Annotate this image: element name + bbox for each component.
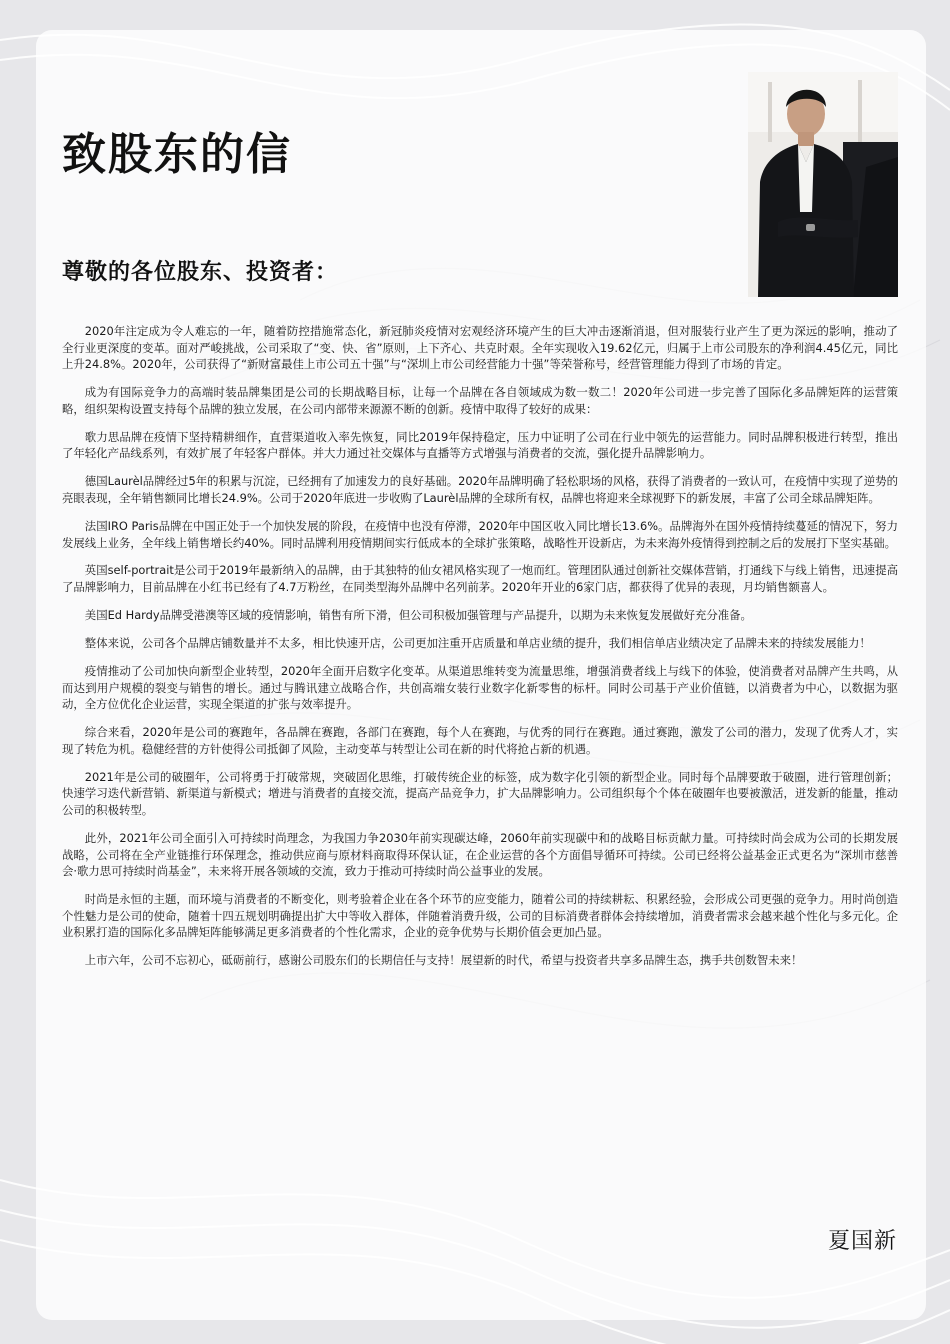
paragraph: 法国IRO Paris品牌在中国正处于一个加快发展的阶段，在疫情中也没有停滞，2020年中国区收入同比增长13.6%。品牌海外在国外疫情持续蔓延的情况下，努力发展线上业务，全年线上销售增长约40%。同时品牌利用疫情期间实行低成本的全球扩张策略，战略性开设新店，为未来海外疫情得到控制之后的发展打下坚实基础。 [62, 518, 898, 550]
paragraph: 综合来看，2020年是公司的赛跑年，各品牌在赛跑，各部门在赛跑，每个人在赛跑，与优秀的同行在赛跑。通过赛跑，激发了公司的潜力，发现了优秀人才，实现了转危为机。稳健经营的方针使得公司抵御了风险，主动变革与转型让公司在新的时代将抢占新的机遇。 [62, 725, 898, 756]
paragraph: 上市六年，公司不忘初心，砥砺前行，感谢公司股东们的长期信任与支持！展望新的时代，希望与投资者共享多品牌生态，携手共创数智未来！ [84, 953, 803, 968]
paragraph: 疫情推动了公司加快向新型企业转型，2020年全面开启数字化变革。从渠道思维转变为流量思维，增强消费者线上与线下的体验，使消费者对品牌产生共鸣，从而达到用户规模的裂变与销售的增长。通过与腾讯建立战略合作，共创高端女装行业数字化新零售的标杆。同时公司基于产业价值链，以消费者为中心，以数据为驱动，全方位优化企业运营，实现全渠道的扩张与效率提升。 [62, 664, 898, 712]
paragraph: 成为有国际竞争力的高端时装品牌集团是公司的长期战略目标，让每一个品牌在各自领域成为数一数二！2020年公司进一步完善了国际化多品牌矩阵的运营策略，组织架构设置支持每个品牌的独立发展，在公司内部带来源源不断的创新。疫情中取得了较好的成果： [62, 385, 898, 416]
salutation: 尊敬的各位股东、投资者： [62, 260, 339, 285]
chairman-photo [748, 72, 898, 297]
letter-body [62, 323, 898, 980]
paragraph: 此外，2021年公司全面引入可持续时尚理念，为我国力争2030年前实现碳达峰，2060年前实现碳中和的战略目标贡献力量。可持续时尚会成为公司的长期发展战略，公司将在全产业链推行环保理念，推动供应商与原材料商取得环保认证，在企业运营的各个方面倡导循环可持续。公司已经将公益基金正式更名为“深圳市慈善会·歌力思可持续时尚基金”，未来将开展各领域的交流，致力于推动可持续时尚公益事业的发展。 [62, 830, 898, 879]
signature: 夏国新 [827, 1229, 897, 1254]
paragraph: 美国Ed Hardy品牌受港澳等区域的疫情影响，销售有所下滑，但公司积极加强管理与产品提升，以期为未来恢复发展做好充分准备。 [84, 608, 752, 623]
paragraph: 2021年是公司的破圈年，公司将勇于打破常规，突破固化思维，打破传统企业的标签，成为数字化引领的新型企业。同时每个品牌要敢于破圈，进行管理创新；快速学习迭代新营销、新渠道与新模式；增进与消费者的直接交流，提高产品竞争力，扩大品牌影响力。公司组织每个个体在破圈年也要被激活，迸发新的能量，推动公司的积极转型。 [62, 769, 898, 817]
paragraph: 英国self-portrait是公司于2019年最新纳入的品牌，由于其独特的仙女裙风格实现了一炮而红。管理团队通过创新社交媒体营销，打通线下与线上销售，迅速提高了品牌影响力，目前品牌在小红书已经有了4.7万粉丝，在同类型海外品牌中名列前茅。2020年开业的6家门店，都获得了优异的表现，月均销售额喜人。 [62, 563, 898, 595]
portrait-illustration [748, 72, 898, 297]
paragraph: 2020年注定成为令人难忘的一年，随着防控措施常态化，新冠肺炎疫情对宏观经济环境产生的巨大冲击逐渐消退，但对服装行业产生了更为深远的影响，推动了全行业更深度的变革。面对严峻挑战，公司采取了“变、快、省”原则，上下齐心、共克时艰。全年实现收入19.62亿元，归属于上市公司股东的净利润4.45亿元，同比上升24.8%。2020年，公司获得了“新财富最佳上市公司五十强”与“深圳上市公司经营能力十强”等荣誉称号，经营管理能力得到了市场的肯定。 [62, 324, 898, 372]
paragraph: 歌力思品牌在疫情下坚持精耕细作，直营渠道收入率先恢复，同比2019年保持稳定，压力中证明了公司在行业中领先的运营能力。同时品牌积极进行转型，推出了年轻化产品线系列，有效扩展了年轻客户群体。并大力通过社交媒体与直播等方式增强与消费者的交流，强化提升品牌影响力。 [62, 429, 898, 461]
page-title: 致股东的信 [62, 129, 292, 180]
paragraph: 整体来说，公司各个品牌店铺数量并不太多，相比快速开店，公司更加注重开店质量和单店业绩的提升，我们相信单店业绩决定了品牌未来的持续发展能力！ [84, 636, 871, 651]
paragraph: 德国Laurèl品牌经过5年的积累与沉淀，已经拥有了加速发力的良好基础。2020年品牌明确了轻松职场的风格，获得了消费者的一致认可，在疫情中实现了逆势的亮眼表现，全年销售额同比增长24.9%。公司于2020年底进一步收购了Laurèl品牌的全球所有权，品牌也将迎来全球视野下的新发展，丰富了公司全球品牌矩阵。 [62, 474, 898, 505]
paragraph: 时尚是永恒的主题，而环境与消费者的不断变化，则考验着企业在各个环节的应变能力，随着公司的持续耕耘、积累经验，会形成公司更强的竞争力。用时尚创造个性魅力是公司的使命，随着十四五规划明确提出扩大中等收入群体，伴随着消费升级，公司的目标消费者群体会持续增加，消费者需求会越来越个性化与多元化。企业积累打造的国际化多品牌矩阵能够满足更多消费者的个性化需求，企业的竞争优势与长期价值会更加凸显。 [62, 892, 898, 940]
